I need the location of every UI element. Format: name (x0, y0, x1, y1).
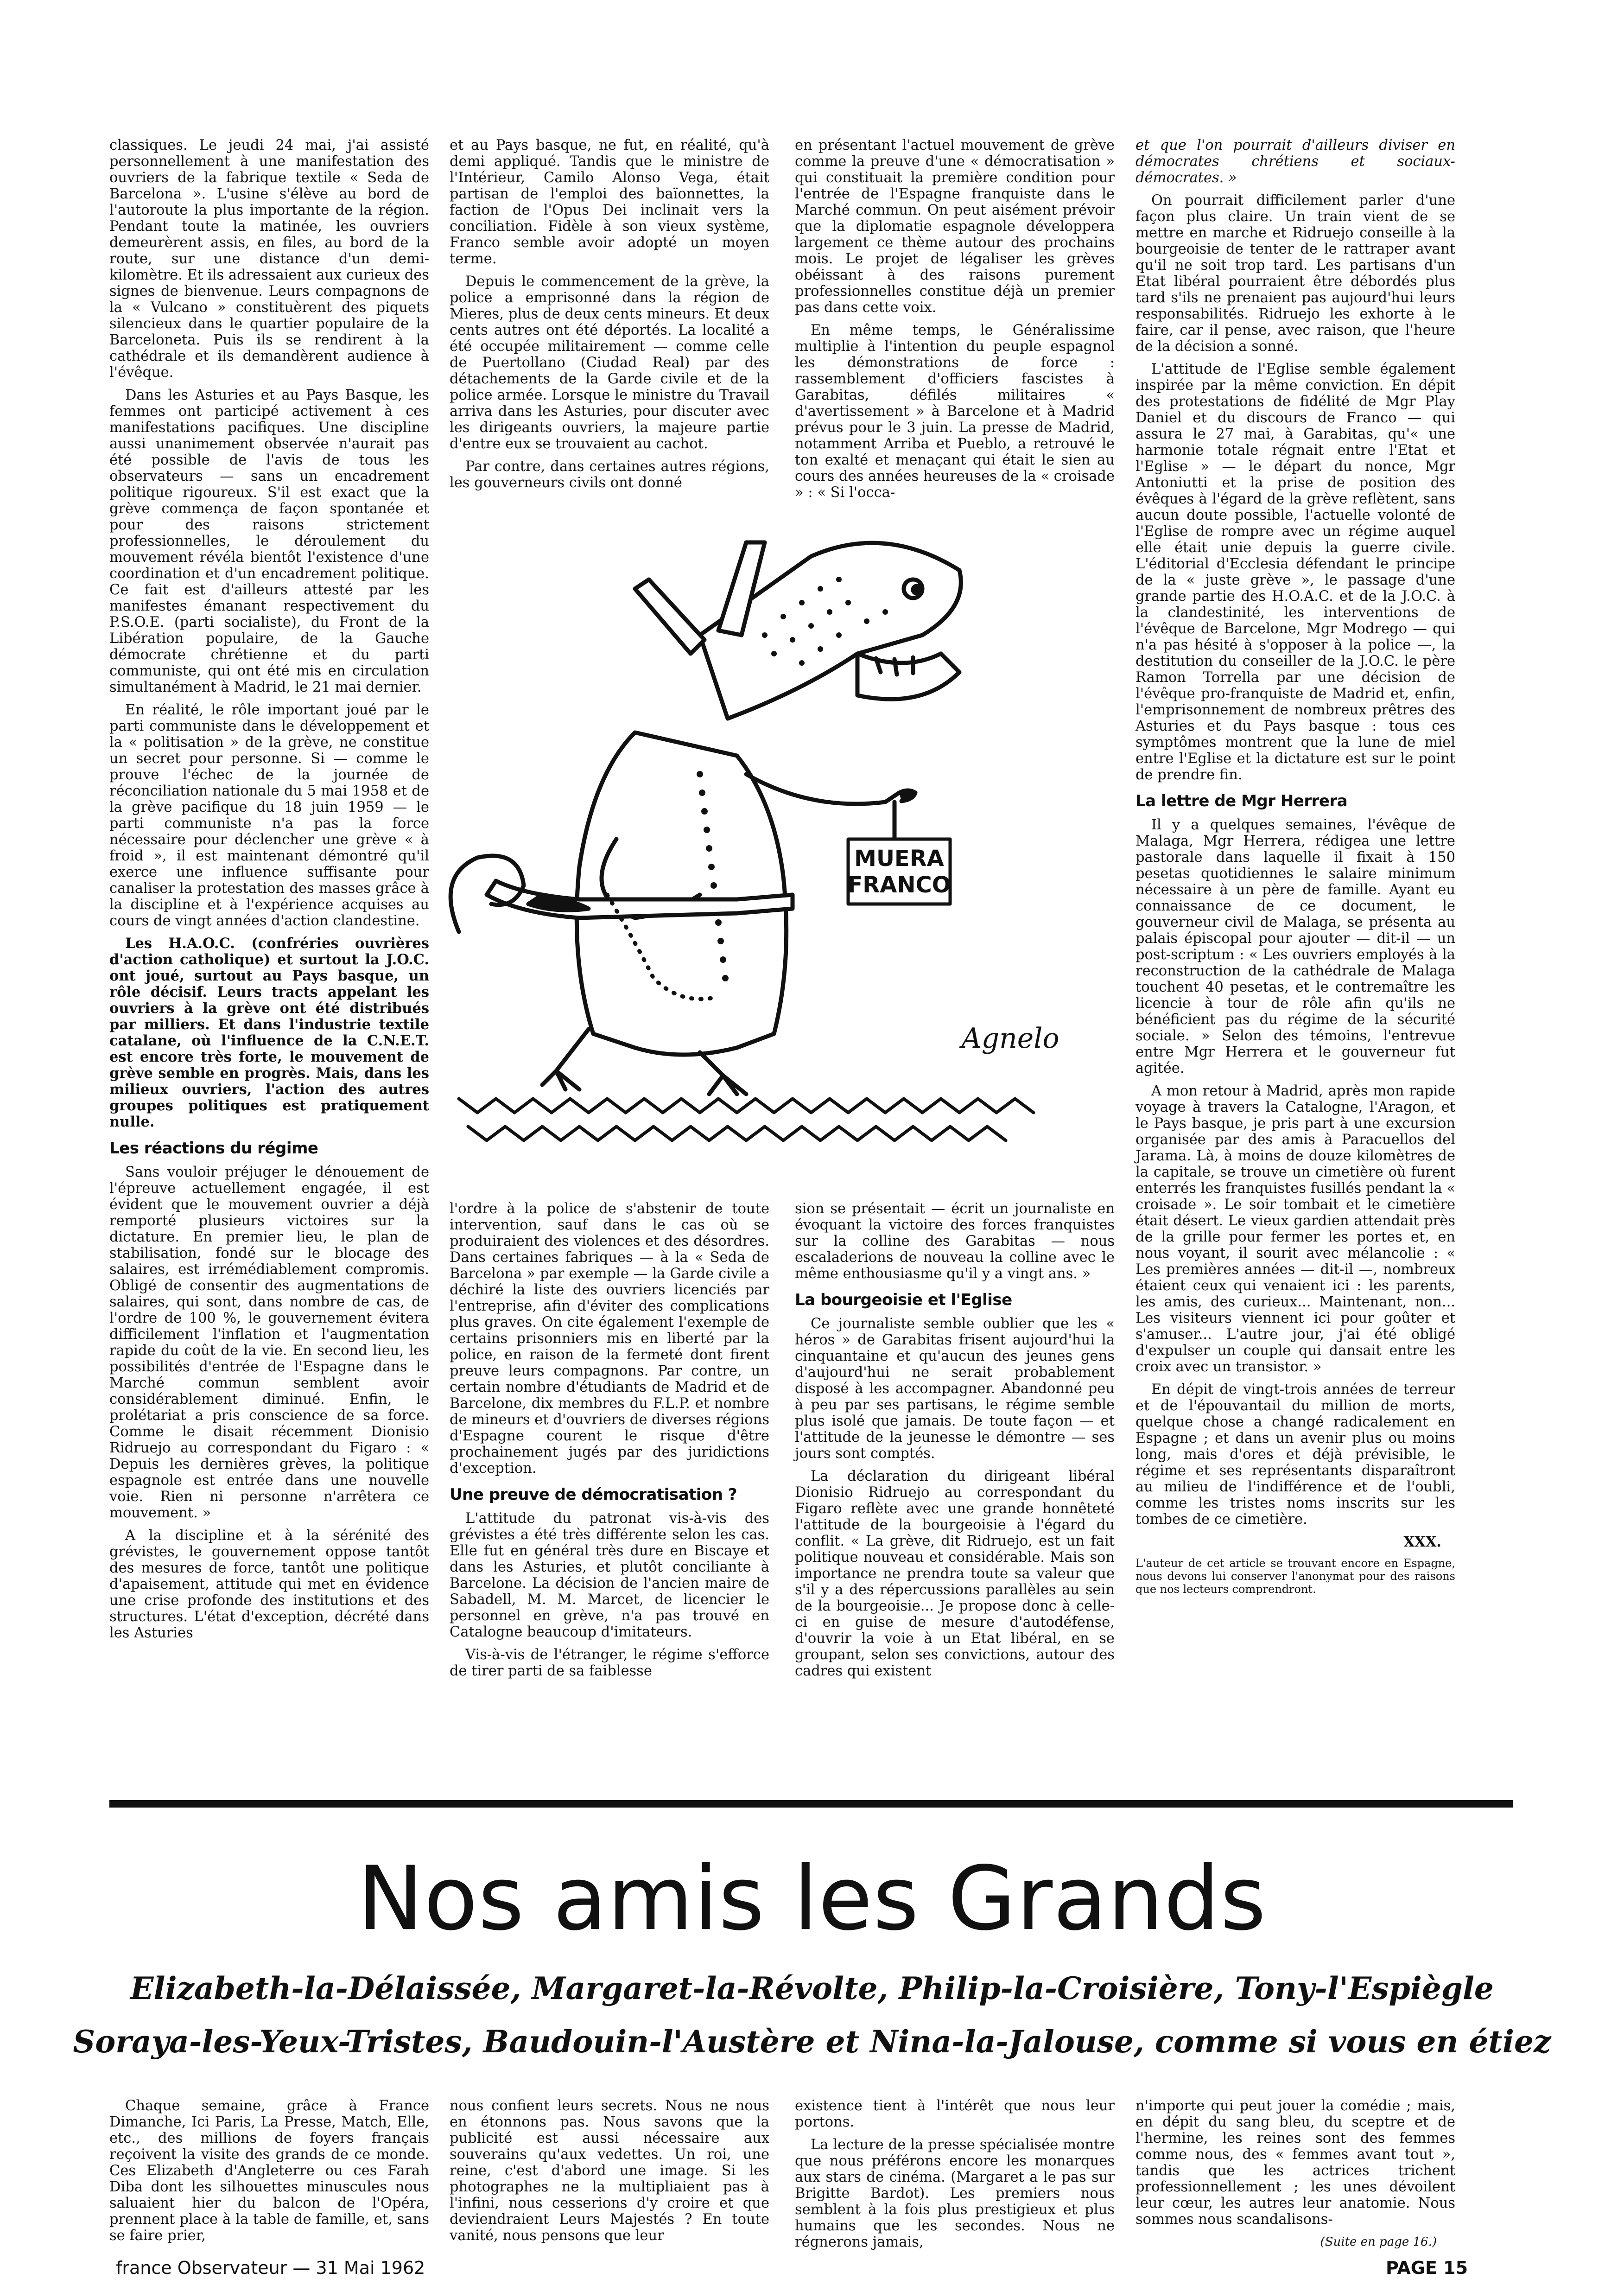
editorial-cartoon (440, 515, 1103, 1154)
article-column-3-bottom (795, 1201, 1115, 1686)
signature: XXX. (1403, 1534, 1441, 1550)
paragraph: existence tient à l'intérêt que nous leur portons. (795, 2098, 1115, 2130)
paragraph: La lecture de la presse spécialisée montre que nous préférons encore les monarques aux stars de cinéma. (Margaret a le pas sur Brigitte Bardot). Les premiers nous semblent à la fois plus prestigieux et plus humains que les secondes. Nous ne régnerons jamais, (795, 2137, 1115, 2250)
paragraph: Dans les Asturies et au Pays Basque, les femmes ont participé activement à ces manifestations pacifiques. Une discipline aussi unanimement observée n'aurait pas été possible de l'avis de tous les observateurs — sans un encadrement politique rigoureux. S'il est exact que la grève commença de façon spontanée et pour des raisons strictement professionnelles, le déroulement du mouvement révéla bientôt l'existence d'une coordination et d'un encadrement politique. Ce fait est d'ailleurs attesté par les manifestes émanant respectivement du P.S.O.E. (parti socialiste), du Front de la Libération populaire, de la Gauche démocrate chrétienne et du parti communiste, qui ont été mis en circulation simultanément à Madrid, le 21 mai dernier. (109, 387, 429, 695)
author-note: L'auteur de cet article se trouvant encore en Espagne, nous devons lui conserver l'anonymat pour des raisons que nos lecteurs comprendront. (1136, 1557, 1455, 1596)
paragraph: Ce journaliste semble oublier que les « héros » de Garabitas frisent aujourd'hui la cinquantaine et qu'aucun des jeunes gens d'aujourd'hui ne serait probablement disposé à les accompagner. Abandonné peu à peu par ses partisans, le régime semble plus isolé que jamais. De toute façon — et l'attitude de la jeunesse le démontre — ses jours sont comptés. (795, 1316, 1115, 1462)
paragraph: Il y a quelques semaines, l'évêque de Malaga, Mgr Herrera, rédigea une lettre pastorale dans laquelle il fixait à 150 pesetas quotidiennes le salaire minimum nécessaire à un père de famille. Ayant eu connaissance de ce document, le gouverneur civil de Malaga, se présenta au palais épiscopal pour ajouter — dit-il — un post-scriptum : « Les ouvriers employés à la reconstruction de la cathédrale de Malaga touchent 40 pesetas, et le contremaître les licencie à tour de rôle afin qu'ils ne bénéficient pas du régime de la sécurité sociale. » Selon des témoins, l'entrevue entre Mgr Herrera et le gouverneur fut agitée. (1136, 817, 1455, 1076)
article-column-2-top (450, 137, 769, 497)
paragraph: Par contre, dans certaines autres régions, les gouverneurs civils ont donné (450, 458, 769, 491)
paragraph: classiques. Le jeudi 24 mai, j'ai assisté personnellement à une manifestation des ouvriers de la fabrique textile « Seda de Barcelona ». L'usine s'élève au bord de l'autoroute la plus importante de la région. Pendant toute la matinée, les ouvriers demeurèrent assis, en files, au bord de la route, sur une distance d'un demi-kilomètre. Et ils adressaient aux curieux des signes de bienvenue. Leurs compagnons de la « Vulcano » constituèrent des piquets silencieux dans le quartier populaire de la Barceloneta. Puis ils se rendirent à la cathédrale et ils demandèrent audience à l'évêque. (109, 137, 429, 381)
subheading-reactions-regime: Les réactions du régime (109, 1139, 318, 1158)
paragraph: sion se présentait — écrit un journaliste en évoquant la victoire des forces franquistes sur la colline des Garabitas — nous escaladerions de nouveau la colline avec le même enthousiasme qu'il y a vingt ans. » (795, 1201, 1115, 1282)
paragraph: Chaque semaine, grâce à France Dimanche, Ici Paris, La Presse, Match, Elle, etc., des millions de foyers français reçoivent la visite des grands de ce monde. Ces Elizabeth d'Angleterre ou ces Farah Diba dont les silhouettes minuscules nous saluaient hier du balcon de l'Opéra, prennent place à la table de famille, et, sans se faire prier, (109, 2098, 429, 2244)
subheading-preuve-democratisation: Une preuve de démocratisation ? (450, 1485, 737, 1504)
paragraph: En réalité, le rôle important joué par le parti communiste dans le développement et la « politisation » de la grève, ne constitue un secret pour personne. Si — comme le prouve l'échec de la journée de réconciliation nationale du 5 mai 1958 et de la grève pacifique du 18 juin 1959 — le parti communiste n'a pas la force nécessaire pour déclencher une grève « à froid », il est maintenant démontré qu'il exerce une influence suffisante pour canaliser la protestation des masses grâce à la discipline et à l'expérience acquises au cours de vingt années d'action clandestine. (109, 702, 429, 929)
continued-note: (Suite en page 16.) (1320, 2235, 1437, 2249)
subheading-lettre-herrera: La lettre de Mgr Herrera (1136, 792, 1348, 810)
paragraph: et au Pays basque, ne fut, en réalité, qu'à demi appliqué. Tandis que le ministre de l'Intérieur, Camilo Alonso Vega, était partisan de l'emploi des baïonnettes, la faction de l'Opus Dei inclinait vers la conciliation. Fidèle à son vieux système, Franco semble avoir adopté un moyen terme. (450, 137, 769, 267)
section-divider-rule (109, 1800, 1513, 1808)
feature-column-3 (795, 2098, 1115, 2257)
paragraph: A la discipline et à la sérénité des grévistes, le gouvernement oppose tantôt des mesures de force, tantôt une politique d'apaisement, attitude qui met en évidence une crise profonde des institutions et des structures. L'état d'exception, décrété dans les Asturies (109, 1528, 429, 1641)
paragraph: et que l'on pourrait d'ailleurs diviser en démocrates chrétiens et sociaux-démocrates. » (1136, 137, 1455, 186)
feature-column-4 (1136, 2098, 1455, 2250)
paragraph: La déclaration du dirigeant libéral Dionisio Ridruejo au correspondant du Figaro reflète avec une grande honnêteté l'attitude de la bourgeoisie à l'égard du conflit. « La grève, dit Ridruejo, est un fait politique nouveau et considérable. Mais son importance ne prendra toute sa valeur que s'il y a des répercussions parallèles au sein de la bourgeoisie... Je propose donc à celle-ci en guise de mesure d'autodéfense, d'ouvrir la voie à un Etat libéral, en se groupant, selon ses convictions, autour des cadres qui existent (795, 1468, 1115, 1679)
paragraph: A mon retour à Madrid, après mon rapide voyage à travers la Catalogne, l'Aragon, et le Pays basque, je pris part à une excursion organisée par des amis à Paracuellos del Jarama. Là, à moins de douze kilomètres de la capitale, se trouve un cimetière où furent enterrés les franquistes fusillés pendant la « croisade ». Le soir tombait et le cimetière était désert. Le vieux gardien attendait près de la grille pour fermer les portes et, en nous voyant, il sourit avec mélancolie : « Les premières années — dit-il —, nombreux étaient ceux qui venaient ici : les parents, les amis, des curieux... Maintenant, non... Les visiteurs viennent ici pour goûter et s'amuser... L'autre jour, j'ai été obligé d'expulser un couple qui dansait entre les croix avec un transistor. » (1136, 1083, 1455, 1375)
article-column-1 (109, 137, 429, 1648)
paragraph: Vis-à-vis de l'étranger, le régime s'efforce de tirer parti de sa faiblesse (450, 1647, 769, 1679)
feature-headline: Nos amis les Grands (357, 1847, 1267, 1950)
paragraph: On pourrait difficilement parler d'une façon plus claire. Un train vient de se mettre en marche et Ridruejo conseille à la bourgeoisie de tenter de le rattraper avant qu'il ne soit trop tard. Les partisans d'un Etat libéral pourraient être débordés plus tard s'ils ne prenaient pas aujourd'hui leurs responsabilités. Ridruejo les exhorte à le faire, car il pense, avec raison, que l'heure de la décision a sonné. (1136, 192, 1455, 355)
paragraph: l'ordre à la police de s'abstenir de toute intervention, sauf dans le cas où se produiraient des violences et des désordres. Dans certaines fabriques — à la « Seda de Barcelona » par exemple — la Garde civile a déchiré la liste des ouvriers licenciés par l'entreprise, afin d'éviter des complications plus graves. On cite également l'exemple de certains prisonniers mis en liberté par la police, en raison de la fermeté dont firent preuve leurs compagnons. Par contre, un certain nombre d'étudiants de Madrid et de Barcelone, dix membres du F.L.P. et nombre de mineurs et d'ouvriers de diverses régions d'Espagne courent le risque d'être prochainement jugés par des juridictions d'exception. (450, 1201, 769, 1477)
article-column-4 (1136, 137, 1455, 1596)
paragraph: L'attitude du patronat vis-à-vis des grévistes a été très différente selon les cas. Elle fut en général très dure en Biscaye et dans les Asturies, et plutôt conciliante à Barcelone. La décision de l'ancien maire de Sabadell, M. M. Marcet, de licencier le personnel en grève, n'a pas trouvé en Catalogne beaucoup d'imitateurs. (450, 1510, 769, 1640)
footer-page-number: PAGE 15 (1386, 2258, 1468, 2278)
article-column-2-bottom (450, 1201, 769, 1686)
footer-publication: france Observateur — 31 Mai 1962 (116, 2258, 425, 2278)
paragraph: en présentant l'actuel mouvement de grève comme la preuve d'une « démocratisation » qui constituait la première condition pour l'entrée de l'Espagne franquiste dans le Marché commun. On peut aisément prévoir que la diplomatie espagnole développera largement ce thème autour des prochains mois. Le projet de légaliser les grèves obéissant à des raisons purement professionnelles constitue déjà un premier pas dans cette voix. (795, 137, 1115, 316)
paragraph: En même temps, le Généralissime multiplie à l'intention du peuple espagnol les démonstrations de force : rassemblement d'officiers fascistes à Garabitas, défilés militaires « d'avertissement » à Barcelone et à Madrid prévus pour le 3 juin. La presse de Madrid, notamment Arriba et Pueblo, a retrouvé le ton exalté et menaçant qui était le sien au cours des années heureuses de la « croisade » : « Si l'occa- (795, 322, 1115, 501)
paragraph: L'attitude de l'Eglise semble également inspirée par la même conviction. En dépit des protestations de fidélité de Mgr Play Daniel et du discours de Franco — qui assura le 27 mai, à Garabitas, qu'« une harmonie totale régnait entre l'Etat et l'Eglise » — le départ du nonce, Mgr Antoniutti et la prise de position des évêques à l'égard de la grève reflètent, sans aucun doute possible, l'actuelle volonté de l'Eglise de rompre avec un régime auquel elle était unie depuis la guerre civile. L'éditorial d'Ecclesia défendant le principe de la « juste grève », le passage d'une grande partie des H.O.A.C. et de la J.O.C. à la clandestinité, les interventions de l'évêque de Barcelone, Mgr Modrego — qui n'a pas hésité à s'opposer à la police —, la destitution du conseiller de la J.O.C. le père Ramon Torrella par une décision de l'évêque pro-franquiste de Madrid et, enfin, l'emprisonnement de nombreux prêtres des Asturies et du Pays basque : tous ces symptômes montrent que la lune de miel entre l'Eglise et la dictature est sur le point de prendre fin. (1136, 361, 1455, 783)
cartoon-sign-line-1: MUERA (854, 846, 944, 872)
feature-column-2 (450, 2098, 769, 2250)
cartoon-drawing (440, 515, 1103, 1154)
paragraph: Sans vouloir préjuger le dénouement de l'épreuve actuellement engagée, il est évident que le mouvement ouvrier a déjà remporté plusieurs victoires sur la dictature. En premier lieu, le plan de stabilisation, fondé sur le blocage des salaires, est irrémédiablement compromis. Obligé de consentir des augmentations de salaires, qui sont, dans nombre de cas, de l'ordre de 100 %, le gouvernement évitera difficilement l'inflation et l'augmentation rapide du coût de la vie. En second lieu, les possibilités d'entrée de l'Espagne dans le Marché commun semblent avoir considérablement diminué. Enfin, le prolétariat a pris conscience de sa force. Comme le disait récemment Dionisio Ridruejo au correspondant du Figaro : « Depuis les dernières grèves, la politique espagnole est entrée dans une nouvelle voie. Rien ni personne n'arrêtera ce mouvement. » (109, 1164, 429, 1521)
paragraph: Depuis le commencement de la grève, la police a emprisonné dans la région de Mieres, plus de deux cents mineurs. Et deux cents autres ont été déportés. La localité a été occupée militairement — comme celle de Puertollano (Ciudad Real) par des détachements de la Garde civile et de la police armée. Lorsque le ministre du Travail arriva dans les Asturies, pour discuter avec les dirigeants ouvriers, la majeure partie d'entre eux se trouvaient au cachot. (450, 274, 769, 452)
subheading-bourgeoisie-eglise: La bourgeoisie et l'Eglise (795, 1291, 1012, 1309)
paragraph: n'importe qui peut jouer la comédie ; mais, en dépit du sang bleu, du sceptre et de l'hermine, les reines sont des femmes comme nous, des « femmes avant tout », tandis que les actrices trichent professionnellement ; les unes dévoilent leur cœur, les autres leur anatomie. Nous sommes nous scandalisons- (1136, 2098, 1455, 2228)
feature-deck-line-1: Elizabeth-la-Délaissée, Margaret-la-Révolte, Philip-la-Croisière, Tony-l'Espiègle (130, 1970, 1494, 2006)
paragraph: nous confient leurs secrets. Nous ne nous en étonnons pas. Nous savons que la publicité est aussi nécessaire aux souverains qu'aux vedettes. Un roi, une reine, c'est d'abord une image. Si les photographes ne la multipliaient pas à l'infini, nous cesserions d'y croire et que deviendraient Leurs Majestés ? En toute vanité, nous pensons que leur (450, 2098, 769, 2244)
paragraph: En dépit de vingt-trois années de terreur et de l'épouvantail du million de morts, quelque chose a changé radicalement en Espagne ; et dans un avenir plus ou moins long, mais d'ores et déjà prévisible, le régime et ses représentants disparaîtront au milieu de l'indifférence et de l'oubli, comme les tristes noms inscrits sur les tombes de ce cimetière. (1136, 1382, 1455, 1528)
article-column-3-top (795, 137, 1115, 507)
paragraph: Les H.A.O.C. (confréries ouvrières d'action catholique) et surtout la J.O.C. ont joué, surtout au Pays basque, un rôle décisif. Leurs tracts appelant les ouvriers à la grève ont été distribués par milliers. Et dans l'industrie textile catalane, où l'influence de la C.N.E.T. est encore très forte, le mouvement de grève semble en progrès. Mais, dans les milieux ouvriers, l'action des autres groupes politiques est pratiquement nulle. (109, 935, 429, 1130)
feature-column-1 (109, 2098, 429, 2250)
cartoon-artist-signature: Agnelo (961, 1022, 1059, 1055)
feature-deck-line-2: Soraya-les-Yeux-Tristes, Baudouin-l'Austère et Nina-la-Jalouse, comme si vous en étiez (73, 2024, 1551, 2060)
cartoon-sign-line-2: FRANCO (847, 872, 951, 898)
